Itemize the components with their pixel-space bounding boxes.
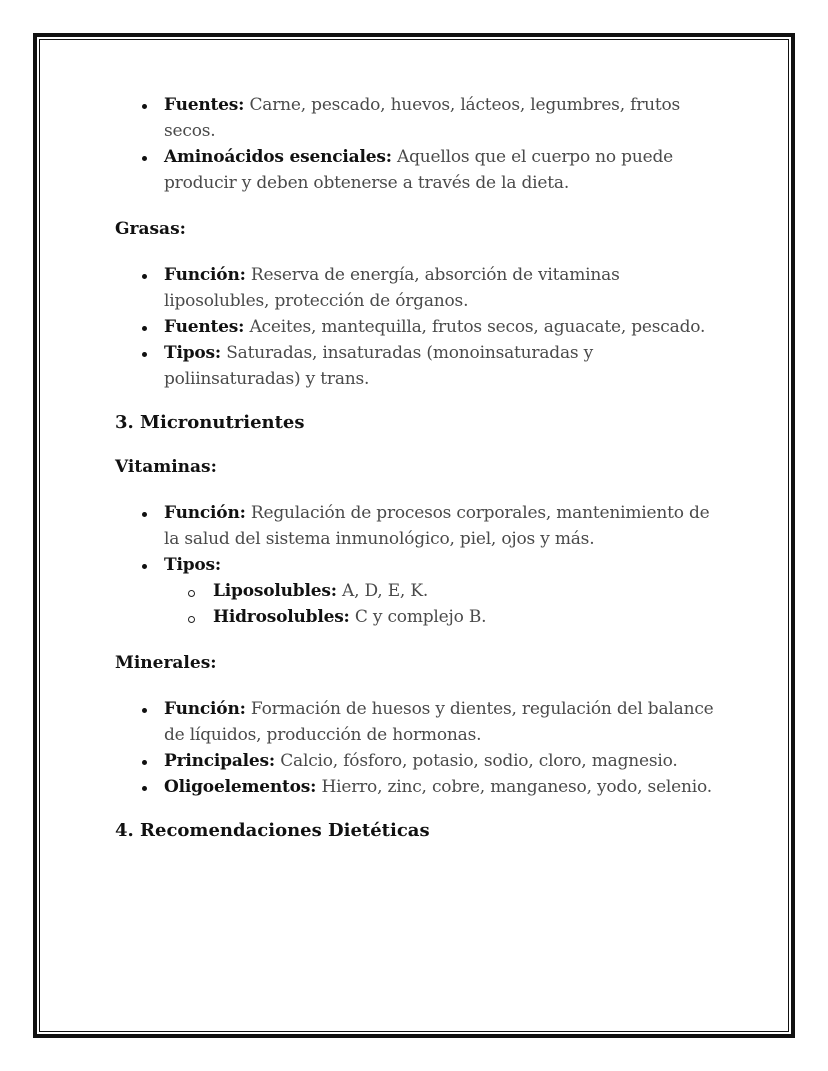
item-label: Función: [164, 503, 246, 523]
recomendaciones-heading: 4. Recomendaciones Dietéticas [115, 820, 430, 841]
minerales-list [115, 696, 715, 800]
item-label: Liposolubles: [213, 581, 337, 601]
item-text: Aceites, mantequilla, frutos secos, aguacate, pescado. [249, 317, 706, 337]
item-text: Hierro, zinc, cobre, manganeso, yodo, selenio. [321, 777, 712, 797]
micronutrientes-heading: 3. Micronutrientes [115, 412, 305, 433]
list-item [115, 314, 715, 340]
list-item [115, 748, 715, 774]
item-label: Función: [164, 265, 246, 285]
vitaminas-heading: Vitaminas: [115, 457, 217, 477]
item-text: A, D, E, K. [342, 581, 429, 601]
document-body [115, 92, 715, 844]
item-label: Oligoelementos: [164, 777, 317, 797]
item-text: Formación de huesos y dientes, regulación del balance de líquidos, producción de hormonas. [164, 699, 714, 745]
minerales-heading: Minerales: [115, 653, 217, 673]
item-label: Aminoácidos esenciales: [164, 147, 392, 167]
item-text: Reserva de energía, absorción de vitaminas liposolubles, protección de órganos. [164, 265, 620, 311]
list-item [115, 92, 715, 144]
grasas-heading: Grasas: [115, 219, 186, 239]
item-text: Aquellos que el cuerpo no puede producir y deben obtenerse a través de la dieta. [164, 147, 674, 193]
list-item [115, 500, 715, 552]
proteins-list [115, 92, 715, 196]
list-item [115, 696, 715, 748]
item-label: Tipos: [164, 343, 221, 363]
list-item [115, 144, 715, 196]
item-label: Fuentes: [164, 95, 245, 115]
item-label: Fuentes: [164, 317, 245, 337]
item-label: Hidrosolubles: [213, 607, 350, 627]
list-item [115, 262, 715, 314]
item-label: Función: [164, 699, 246, 719]
item-label: Tipos: [164, 555, 221, 575]
list-item [115, 340, 715, 392]
item-text: Regulación de procesos corporales, mantenimiento de la salud del sistema inmunológico, piel, ojos y más. [164, 503, 710, 549]
list-item [115, 774, 715, 800]
item-text: Saturadas, insaturadas (monoinsaturadas y poliinsaturadas) y trans. [164, 343, 594, 389]
tipos-sublist [164, 578, 715, 630]
item-text: Carne, pescado, huevos, lácteos, legumbres, frutos secos. [164, 95, 681, 141]
vitaminas-list [115, 500, 715, 630]
sublist-item [164, 578, 715, 604]
item-label: Principales: [164, 751, 275, 771]
item-text: C y complejo B. [354, 607, 487, 627]
item-text: Calcio, fósforo, potasio, sodio, cloro, magnesio. [280, 751, 678, 771]
sublist-item [164, 604, 715, 630]
list-item [115, 552, 715, 630]
grasas-list [115, 262, 715, 392]
